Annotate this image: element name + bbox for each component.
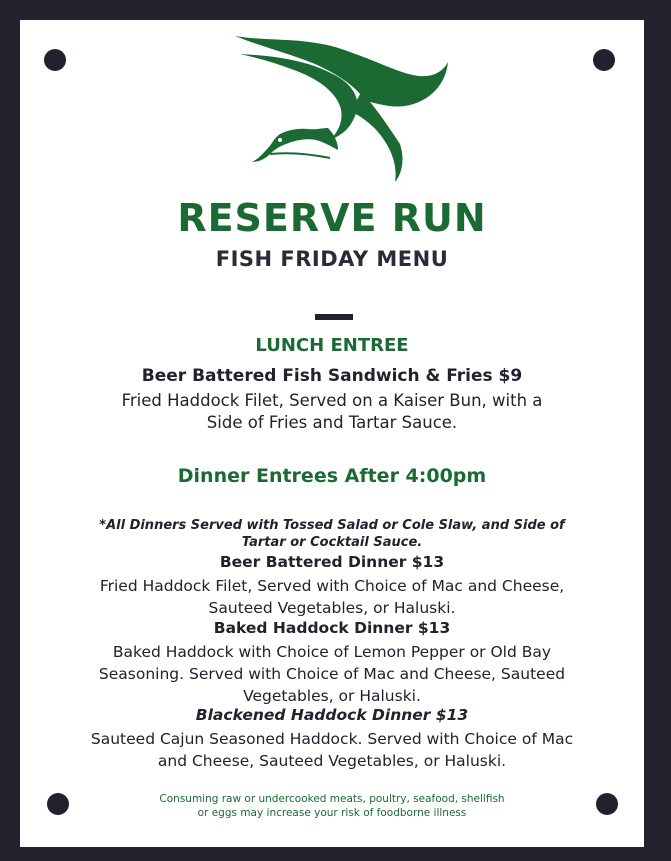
heron-swoosh-logo-icon [230, 34, 450, 184]
dinner-item-title: Blackened Haddock Dinner $13 [195, 706, 469, 724]
dinner-item-description: Sauteed Cajun Seasoned Haddock. Served with Choice of Mac and Cheese, Sauteed Vegetables, or Haluski. [90, 730, 574, 770]
dinner-item-title: Beer Battered Dinner $13 [219, 553, 445, 571]
lunch-heading: LUNCH ENTREE [255, 335, 409, 356]
divider-bar [315, 314, 353, 320]
menu-subtitle: FISH FRIDAY MENU [215, 247, 449, 271]
dinner-item-description: Baked Haddock with Choice of Lemon Pepper or Old Bay Seasoning. Served with Choice of Mac and Cheese, Sauteed Vegetables, or Haluski. [98, 643, 566, 705]
dinner-item-description: Fried Haddock Filet, Served with Choice of Mac and Cheese, Sauteed Vegetables, or Haluski. [99, 577, 565, 617]
lunch-item-title: Beer Battered Fish Sandwich & Fries $9 [141, 366, 523, 386]
menu-page [20, 20, 644, 847]
hole-punch-dot [44, 49, 66, 71]
food-safety-disclaimer: Consuming raw or undercooked meats, poultry, seafood, shellfish or eggs may increase your risk of foodborne illness [159, 793, 505, 819]
hole-punch-dot [593, 49, 615, 71]
brand-title: RESERVE RUN [177, 196, 487, 240]
dinner-note: *All Dinners Served with Tossed Salad or Cole Slaw, and Side of Tartar or Cocktail Sauce. [99, 518, 565, 550]
dinner-item-title: Baked Haddock Dinner $13 [213, 619, 451, 637]
lunch-item-description: Fried Haddock Filet, Served on a Kaiser Bun, with a Side of Fries and Tartar Sauce. [121, 391, 543, 432]
dinner-heading: Dinner Entrees After 4:00pm [177, 465, 487, 487]
